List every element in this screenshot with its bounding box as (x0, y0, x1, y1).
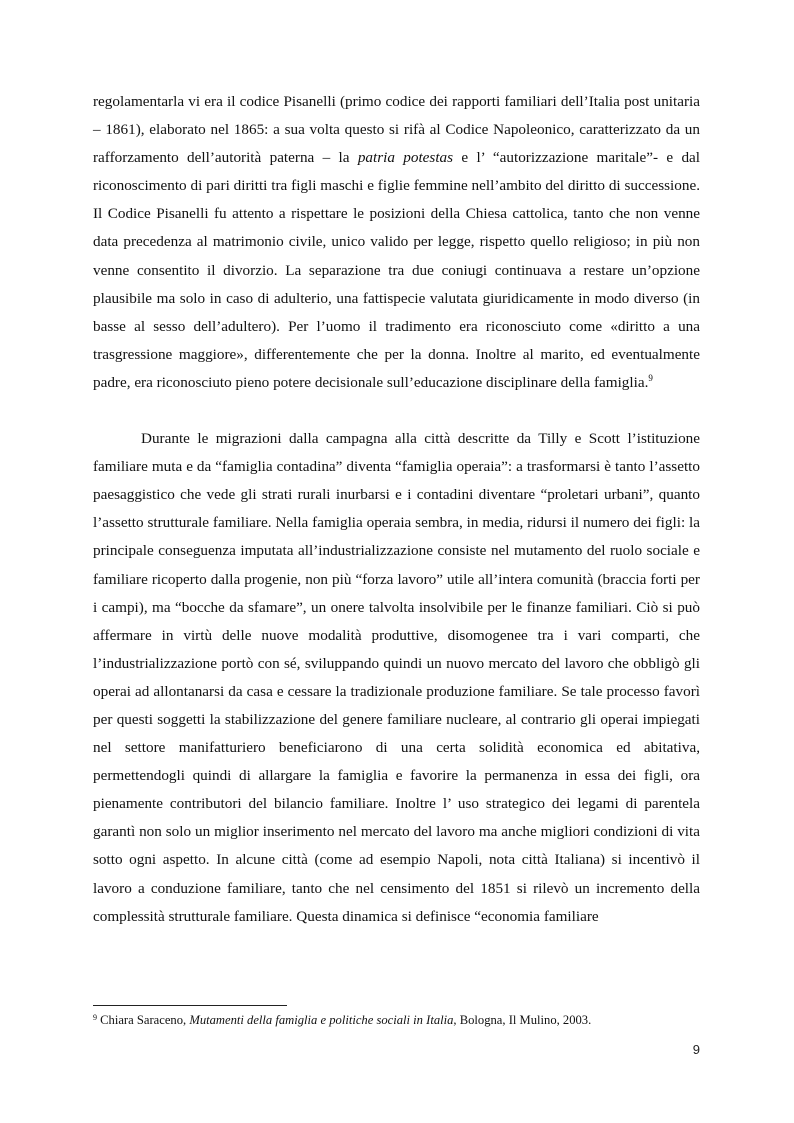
footnote-publisher: , Bologna, Il Mulino, 2003. (453, 1013, 592, 1027)
italic-term: patria potestas (357, 149, 454, 167)
page-body (93, 88, 700, 931)
page-number: 9 (692, 1042, 700, 1057)
footnote (93, 1012, 703, 1028)
paragraph-codice-pisanelli (93, 88, 700, 397)
paragraph-migrazioni: Durante le migrazioni dalla campagna alla città descritte da Tilly e Scott l’istituzione familiare muta e da “famiglia contadina” diventa “famiglia operaia”: a trasformarsi è tanto l’assetto paesaggistico che vede gli strati rurali inurbarsi e i contadini diventare “proletari urbani”, quanto l’assetto strutturale familiare. Nella famiglia operaia sembra, in media, ridursi il numero dei figli: la principale conseguenza imputata all’industrializzazione consiste nel mutamento del ruolo sociale e familiare ricoperto dalla progenie, non più “forza lavoro” utile all’intera comunità (braccia forti per i campi), ma “bocche da sfamare”, un onere talvolta insolvibile per le finanze familiari. Ciò si può affermare in virtù delle nuove modalità produttive, disomogenee tra i vari comparti, che l’industrializzazione portò con sé, sviluppando quindi un nuovo mercato del lavoro che obbligò gli operai ad allontanarsi da casa e cessare la tradizionale produzione familiare. Se tale processo favorì per questi soggetti la stabilizzazione del genere familiare nucleare, al contrario gli operai impiegati nel settore manifatturiero beneficiarono di una certa solidità economica ed abitativa, permettendogli quindi di allargare la famiglia e favorire la permanenza in essa dei figli, ora pienamente contributori del bilancio familiare. Inoltre l’ uso strategico dei legami di parentela garantì non solo un miglior inserimento nel mercato del lavoro ma anche migliori condizioni di vita sotto ogni aspetto. In alcune città (come ad esempio Napoli, nota città Italiana) si incentivò il lavoro a conduzione familiare, tanto che nel censimento del 1851 si rilevò un incremento della complessità strutturale familiare. Questa dinamica si definisce “economia familiare (93, 430, 700, 925)
footnote-title: Mutamenti della famiglia e politiche sociali in Italia (189, 1013, 454, 1027)
paragraph-text: regolamentarla vi era il codice Pisanelli (primo codice dei rapporti familiari dell’Italia post unitaria – 1861), elaborato nel 1865: a sua volta questo si rifà al Codice Napoleonico, caratterizzato da un rafforzamento dell’autorità paterna – la (93, 93, 700, 167)
paragraph-text: e l’ “autorizzazione maritale”- e dal riconoscimento di pari diritti tra figli maschi e figlie femmine nell’ambito del diritto di successione. Il Codice Pisanelli fu attento a rispettare le posizioni della Chiesa cattolica, tanto che non venne data precedenza al matrimonio civile, unico valido per legge, rispetto quello religioso; in più non venne consentito il divorzio. La separazione tra due coniugi continuava a restare un’opzione plausibile ma solo in caso di adulterio, una fattispecie valutata giuridicamente in modo diverso (in basse al sesso dell’adultero). Per l’uomo il tradimento era riconosciuto come «diritto a una trasgressione maggiore», differentemente che per la donna. Inoltre al marito, ed eventualmente padre, era riconosciuto pieno potere decisionale sull’educazione disciplinare della famiglia. (93, 149, 701, 391)
footnote-author: Chiara Saraceno, (97, 1013, 190, 1027)
footnote-separator (93, 1005, 287, 1006)
footnote-reference[interactable]: 9 (648, 372, 653, 383)
footnote-number: 9 (93, 1013, 97, 1022)
